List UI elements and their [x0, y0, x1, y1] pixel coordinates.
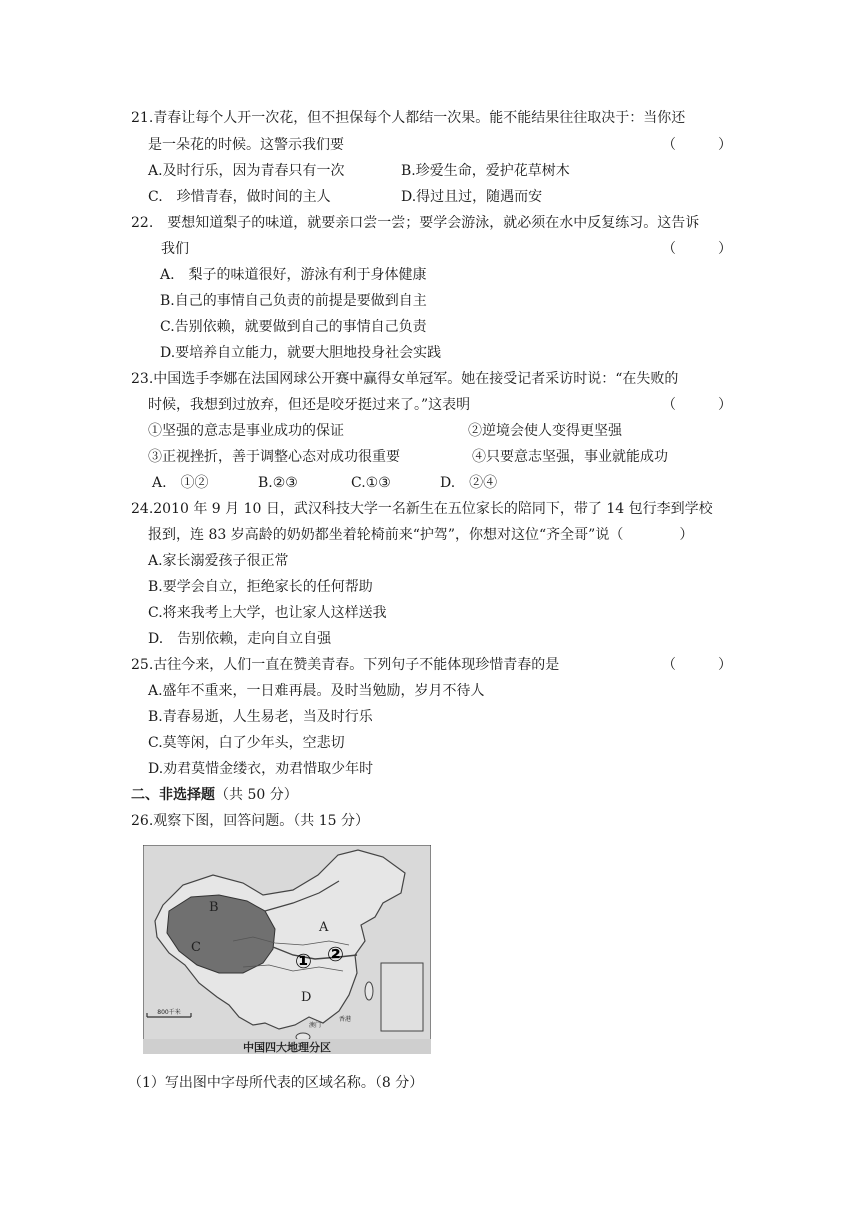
- q23-statement-4: ④只要意志坚强，事业就能成功: [472, 449, 668, 465]
- marker-1: ①: [295, 949, 312, 973]
- q24-option-a: A.家长溺爱孩子很正常: [148, 553, 289, 569]
- map-caption: 中国四大地理分区: [243, 1041, 331, 1054]
- q21-option-a: A.及时行乐，因为青春只有一次: [148, 163, 345, 179]
- q23-stem-line2: 时候，我想到过放弃，但还是咬牙挺过来了。”这表明: [148, 397, 471, 413]
- q25-option-a: A.盛年不重来，一日难再晨。及时当勉励，岁月不待人: [148, 683, 485, 699]
- q25-option-c: C.莫等闲，白了少年头，空悲切: [148, 735, 345, 751]
- south-china-sea-inset: [381, 963, 423, 1031]
- q26-stem: 26.观察下图，回答问题。（共 15 分）: [131, 813, 369, 829]
- q25-answer-paren: （ ）: [662, 657, 732, 673]
- region-letter-a: A: [319, 920, 329, 935]
- q22-option-d: D.要培养自立能力，就要大胆地投身社会实践: [160, 345, 442, 361]
- q22-stem-line2: 我们: [161, 241, 189, 257]
- q23-option-a: A. ①②: [152, 475, 209, 491]
- q22-stem-line1: 22. 要想知道梨子的味道，就要亲口尝一尝；要学会游泳，就必须在水中反复练习。这告诉: [131, 215, 700, 231]
- q23-stem-line1: 23.中国选手李娜在法国网球公开赛中赢得女单冠军。她在接受记者采访时说：“在失败的: [131, 371, 679, 387]
- q23-option-d: D. ②④: [440, 475, 498, 491]
- q24-option-d: D. 告别依赖，走向自立自强: [148, 631, 332, 647]
- region-letter-c: C: [191, 940, 201, 955]
- place-label-macau: 澳门: [309, 1022, 322, 1029]
- q24-stem-line1: 24.2010 年 9 月 10 日，武汉科技大学一名新生在五位家长的陪同下，带了 14 包行李到学校: [131, 501, 713, 517]
- q21-option-c: C. 珍惜青春，做时间的主人: [148, 189, 331, 205]
- region-letter-d: D: [301, 990, 312, 1005]
- q21-stem-line2: 是一朵花的时候。这警示我们要: [148, 137, 344, 153]
- q21-answer-paren: （ ）: [662, 137, 732, 153]
- taiwan-island: [365, 982, 373, 1000]
- place-label-hongkong: 香港: [339, 1016, 352, 1023]
- marker-2: ②: [327, 942, 344, 966]
- section2-heading: [131, 785, 298, 805]
- q22-option-a: A. 梨子的味道很好，游泳有利于身体健康: [160, 267, 427, 283]
- q25-stem-line1: 25.古往今来，人们一直在赞美青春。下列句子不能体现珍惜青春的是: [131, 657, 560, 673]
- region-letter-b: B: [209, 900, 219, 915]
- q23-answer-paren: （ ）: [662, 397, 732, 413]
- q21-option-d: D.得过且过，随遇而安: [401, 189, 543, 205]
- q21-option-b: B.珍爱生命，爱护花草树木: [401, 163, 570, 179]
- q23-statement-1: ①坚强的意志是事业成功的保证: [148, 423, 344, 439]
- q25-option-d: D.劝君莫惜金缕衣，劝君惜取少年时: [148, 761, 374, 777]
- scale-label: 800千米: [157, 1009, 181, 1016]
- q22-answer-paren: （ ）: [662, 241, 732, 257]
- q21-stem-line1: 21.青春让每个人开一次花，但不担保每个人都结一次果。能不能结果往往取决于：当你还: [131, 110, 686, 126]
- q23-option-b: B.②③: [258, 475, 298, 491]
- section2-title: 二、非选择题: [131, 787, 215, 803]
- q22-option-b: B.自己的事情自己负责的前提是要做到自主: [160, 293, 427, 309]
- q26-sub1: （1）写出图中字母所代表的区域名称。（8 分）: [128, 1075, 424, 1091]
- q24-stem-line2: 报到，连 83 岁高龄的奶奶都坐着轮椅前来“护驾”，你想对这位“齐全哥”说（ ）: [148, 527, 694, 543]
- q24-option-c: C.将来我考上大学，也让家人这样送我: [148, 605, 387, 621]
- q23-option-c: C.①③: [351, 475, 391, 491]
- q25-option-b: B.青春易逝，人生易老，当及时行乐: [148, 709, 373, 725]
- section2-score: （共 50 分）: [215, 787, 298, 803]
- q22-option-c: C.告别依赖，就要做到自己的事情自己负责: [160, 319, 427, 335]
- china-regions-map: [143, 845, 431, 1054]
- q23-statement-3: ③正视挫折，善于调整心态对成功很重要: [148, 449, 400, 465]
- q24-option-b: B.要学会自立，拒绝家长的任何帮助: [148, 579, 373, 595]
- q23-statement-2: ②逆境会使人变得更坚强: [468, 423, 622, 439]
